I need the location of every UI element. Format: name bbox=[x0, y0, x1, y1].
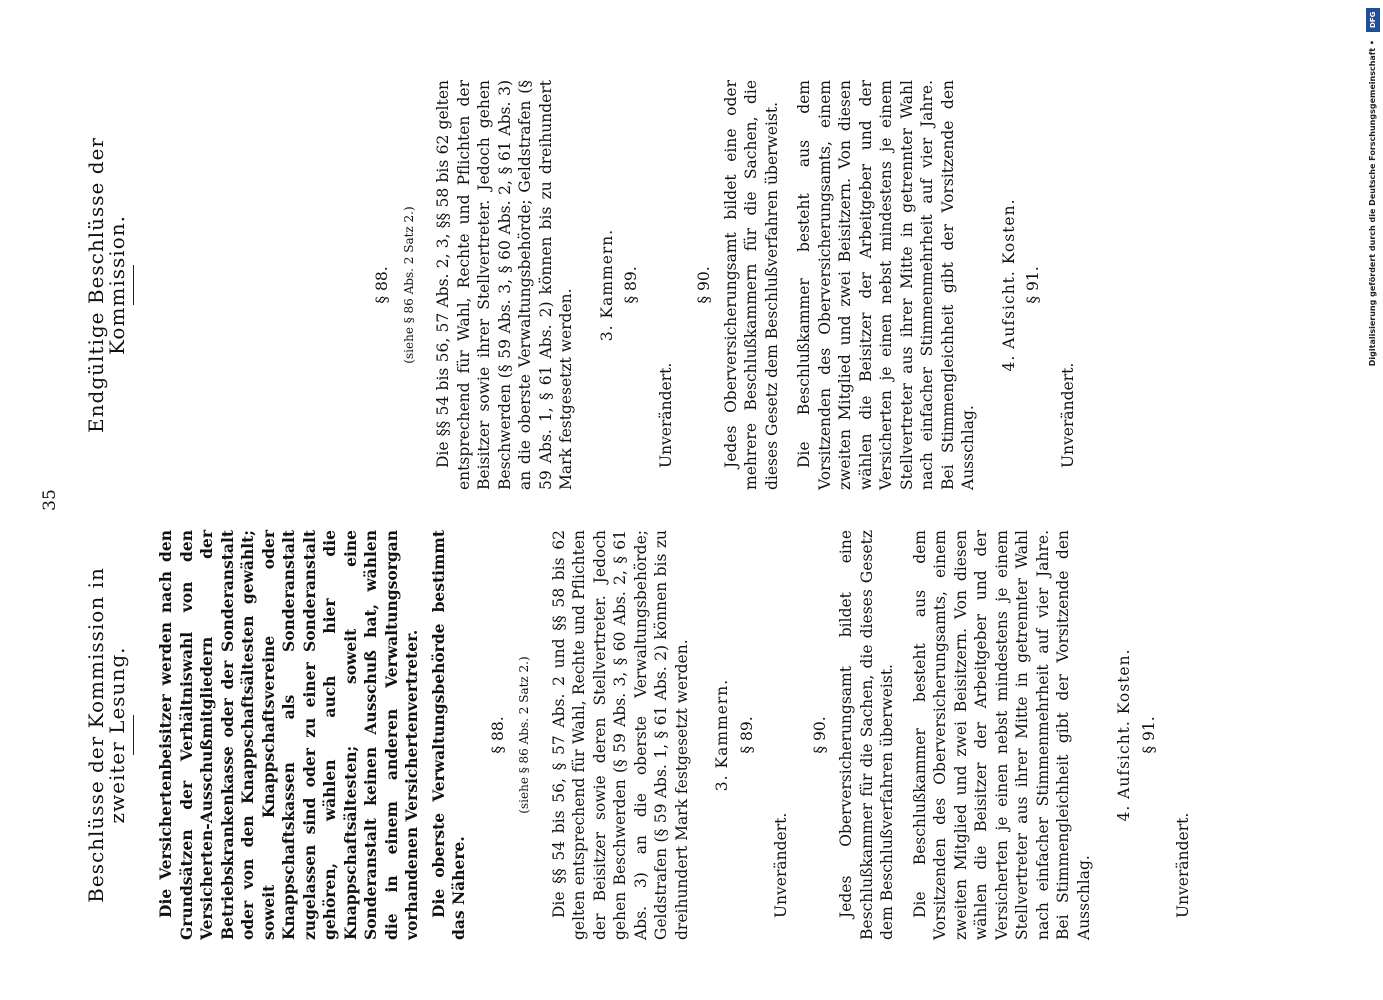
digitization-note: Digitalisierung gefördert durch die Deutsche Forschungsgemeinschaft • bbox=[1368, 40, 1377, 367]
section-91-unchanged: Unverändert. bbox=[1174, 812, 1192, 918]
section-90-sign: § 90. bbox=[810, 716, 829, 754]
heading-aufsicht: 4. Aufsicht. Kosten. bbox=[1115, 648, 1133, 822]
heading-kammern: 3. Kammern. bbox=[713, 678, 731, 792]
section-88-note: (siehe § 86 Abs. 2 Satz 2.) bbox=[517, 656, 531, 814]
section-91-sign: § 91. bbox=[1139, 716, 1158, 754]
right-column bbox=[86, 80, 1092, 490]
title-rule bbox=[133, 715, 134, 755]
section-90-sign: § 90. bbox=[695, 266, 713, 304]
section-90-text: Jedes Oberversicherungsamt bildet eine Beschlußkammer für die Sachen, die dieses Gesetz dem Beschlußverfahren überweist. bbox=[837, 530, 896, 940]
intro-paragraph-2: Die oberste Verwaltungsbehörde bestimmt das Nähere. bbox=[428, 530, 468, 940]
section-88-sign: § 88. bbox=[373, 266, 391, 304]
section-89-unchanged: Unverändert. bbox=[656, 362, 675, 468]
section-88-sign: § 88. bbox=[488, 716, 507, 754]
section-88-text: Die §§ 54 bis 56, 57 Abs. 2, 3, §§ 58 bis 62 gelten entsprechend für Wahl, Rechte und Pflichten der Beisitzer sowie ihrer Stellvertreter. Jedoch gehen Beschwerden (§ 59 Abs. 3, § 60 Abs. 2, § 61 Abs. 3) an die oberste Verwaltungsbehörde; Geldstrafen (§ 59 Abs. 1, § 61 Abs. 2) können bis zu dreihundert Mark festgesetzt werden. bbox=[434, 80, 575, 490]
left-column bbox=[86, 530, 1208, 940]
section-88-note: (siehe § 86 Abs. 2 Satz 2.) bbox=[401, 206, 416, 364]
section-89-sign: § 89. bbox=[622, 266, 640, 304]
section-90-text-2: Die Beschlußkammer besteht aus dem Vorsitzenden des Oberversicherungsamts, einem zweiten Mitglied und zwei Beisitzern. Von diesen wählen die Beisitzer der Arbeitgeber und der Versicherten je einen nebst mindestens je einem Stellvertreter aus ihrer Mitte in getrennter Wahl nach einfacher Stimmenmehrheit auf vier Jahre. Bei Stimmengleichheit gibt der Vorsitzende den Ausschlag. bbox=[795, 80, 977, 490]
left-column-title: Beschlüsse der Kommission in zweiter Lesung. bbox=[84, 567, 129, 903]
section-91-unchanged: Unverändert. bbox=[1058, 362, 1077, 468]
section-91-sign: § 91. bbox=[1024, 266, 1042, 304]
page-number: 35 bbox=[40, 489, 60, 511]
section-89-unchanged: Unverändert. bbox=[772, 812, 790, 918]
section-90-text-2: Die Beschlußkammer besteht aus dem Vorsitzenden des Oberversicherungsamts, einem zweiten Mitglied und zwei Beisitzern. Von diesen wählen die Beisitzer der Arbeitgeber und der Versicherten je einen nebst mindestens je einem Stellvertreter aus ihrer Mitte in getrennter Wahl nach einfacher Stimmenmehrheit auf vier Jahre. Bei Stimmengleichheit gibt der Vorsitzende den Ausschlag. bbox=[910, 530, 1093, 940]
right-column-title: Endgültige Beschlüsse der Kommission. bbox=[84, 137, 129, 433]
section-90-text: Jedes Oberversicherungsamt bildet eine oder mehrere Beschlußkammern für die Sachen, die dieses Gesetz dem Beschlußverfahren überweist. bbox=[721, 80, 781, 490]
heading-kammern: 3. Kammern. bbox=[597, 228, 616, 342]
section-88-text: Die §§ 54 bis 56, § 57 Abs. 2 und §§ 58 bis 62 gelten entsprechend für Wahl, Rechte und Pflichten der Beisitzer sowie deren Stellvertreter. Jedoch gehen Beschwerden (§ 59 Abs. 3, § 60 Abs. 2, § 61 Abs. 3) an die oberste Verwaltungsbehörde; Geldstrafen (§ 59 Abs. 1, § 61 Abs. 2) können bis zu dreihundert Mark festgesetzt werden. bbox=[549, 530, 691, 940]
blank-space bbox=[156, 80, 354, 490]
heading-aufsicht: 4. Aufsicht. Kosten. bbox=[999, 198, 1018, 372]
dfg-logo: DFG bbox=[1366, 8, 1380, 32]
intro-paragraph: Die Versichertenbeisitzer werden nach den Grundsätzen der Verhältniswahl von den Versicherten-Ausschußmitgliedern der Betriebskrankenkasse oder der Sonderanstalt oder von den Knappschaftsältesten gewählt; soweit Knappschaftsvereine oder Knappschaftskassen als Sonderanstalt zugelassen sind oder zu einer Sonderanstalt gehören, wählen auch hier die Knappschaftsältesten; soweit eine Sonderanstalt keinen Ausschuß hat, wählen die in einem anderen Verwaltungsorgan vorhandenen Versichertenvertreter. bbox=[156, 530, 421, 940]
section-89-sign: § 89. bbox=[737, 716, 756, 754]
title-rule bbox=[133, 265, 134, 305]
